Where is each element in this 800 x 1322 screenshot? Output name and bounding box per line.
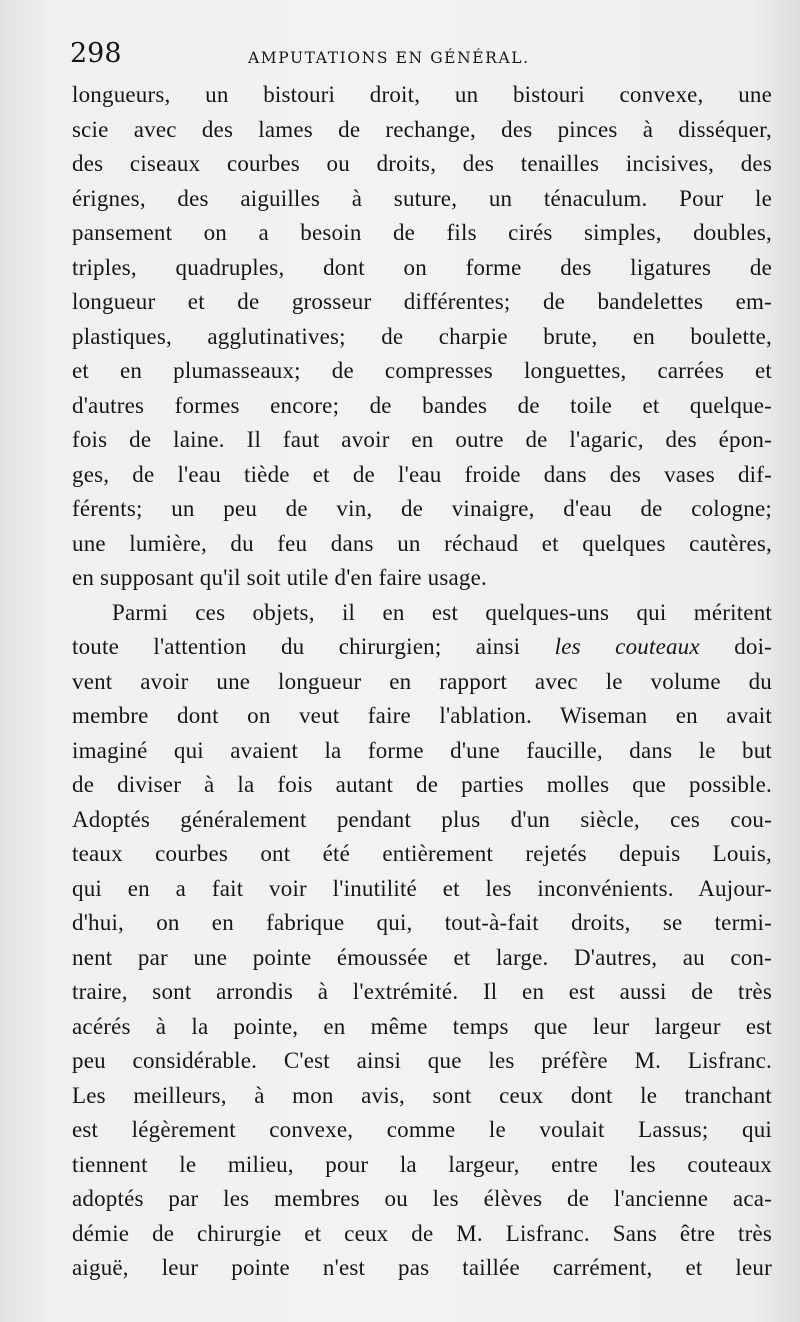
text-line: traire, sont arrondis à l'extrémité. Il en est aussi de très: [72, 979, 772, 1004]
mixed-style-line: [72, 630, 772, 665]
italic-term: les couteaux: [554, 634, 700, 659]
text-line: une lumière, du feu dans un réchaud et quelques cautères,: [72, 530, 772, 556]
text-line: est légèrement convexe, comme le voulait Lassus; qui: [72, 1117, 772, 1142]
text-line: membre dont on veut faire l'ablation. Wiseman en avait: [72, 703, 772, 728]
text-line: teaux courbes ont été entièrement rejetés depuis Louis,: [72, 841, 772, 866]
text-line: nent par une pointe émoussée et large. D'autres, au con-: [72, 944, 772, 970]
text-line: érignes, des aiguilles à suture, un ténaculum. Pour le: [72, 185, 772, 211]
text-line: imaginé qui avaient la forme d'une faucille, dans le but: [72, 737, 772, 763]
text-line: scie avec des lames de rechange, des pinces à disséquer,: [72, 116, 772, 142]
text-line: plastiques, agglutinatives; de charpie brute, en boulette,: [72, 323, 772, 349]
line-tail-text: doi-: [734, 634, 773, 659]
text-line: Les meilleurs, à mon avis, sont ceux dont le tranchant: [72, 1082, 772, 1108]
text-line: triples, quadruples, dont on forme des ligatures de: [72, 254, 772, 280]
text-line: d'hui, on en fabrique qui, tout-à-fait droits, se termi-: [72, 910, 772, 935]
text-line: acérés à la pointe, en même temps que leur largeur est: [72, 1013, 772, 1039]
text-line: longueur et de grosseur différentes; de bandelettes em-: [72, 289, 772, 314]
running-title: AMPUTATIONS EN GÉNÉRAL.: [248, 49, 530, 67]
page-header: [70, 34, 570, 74]
paragraph-end-text: en supposant qu'il soit utile d'en faire usage.: [72, 565, 487, 590]
text-line: férents; un peu de vin, de vinaigre, d'eau de cologne;: [72, 496, 772, 521]
text-line: et en plumasseaux; de compresses longuettes, carrées et: [72, 358, 772, 383]
body-text: [72, 78, 772, 1286]
text-line: démie de chirurgie et ceux de M. Lisfranc. Sans être très: [72, 1220, 772, 1246]
text-line: pansement on a besoin de fils cirés simples, doubles,: [72, 220, 772, 245]
line-lead-text: toute l'attention du chirurgien; ainsi: [72, 634, 521, 659]
text-line: qui en a fait voir l'inutilité et les inconvénients. Aujour-: [72, 875, 772, 901]
text-line: des ciseaux courbes ou droits, des tenailles incisives, des: [72, 151, 772, 176]
text-line: Adoptés généralement pendant plus d'un siècle, ces cou-: [72, 806, 772, 832]
text-line: de diviser à la fois autant de parties molles que possible.: [72, 772, 772, 797]
text-line: peu considérable. C'est ainsi que les préfère M. Lisfranc.: [72, 1048, 772, 1073]
text-line: vent avoir une longueur en rapport avec le volume du: [72, 668, 772, 694]
text-line: aiguë, leur pointe n'est pas taillée carrément, et leur: [72, 1255, 772, 1280]
page-number: 298: [70, 38, 122, 69]
paragraph-start-line: Parmi ces objets, il en est quelques-uns qui méritent: [112, 599, 772, 625]
text-line: ges, de l'eau tiède et de l'eau froide dans des vases dif-: [72, 461, 772, 487]
text-line: tiennent le milieu, pour la largeur, entre les couteaux: [72, 1151, 772, 1177]
text-line: adoptés par les membres ou les élèves de l'ancienne aca-: [72, 1186, 772, 1211]
text-line: longueurs, un bistouri droit, un bistouri convexe, une: [72, 82, 772, 107]
paragraph-end-line: [72, 561, 772, 596]
text-line: fois de laine. Il faut avoir en outre de l'agaric, des épon-: [72, 427, 772, 452]
text-line: d'autres formes encore; de bandes de toile et quelque-: [72, 392, 772, 418]
